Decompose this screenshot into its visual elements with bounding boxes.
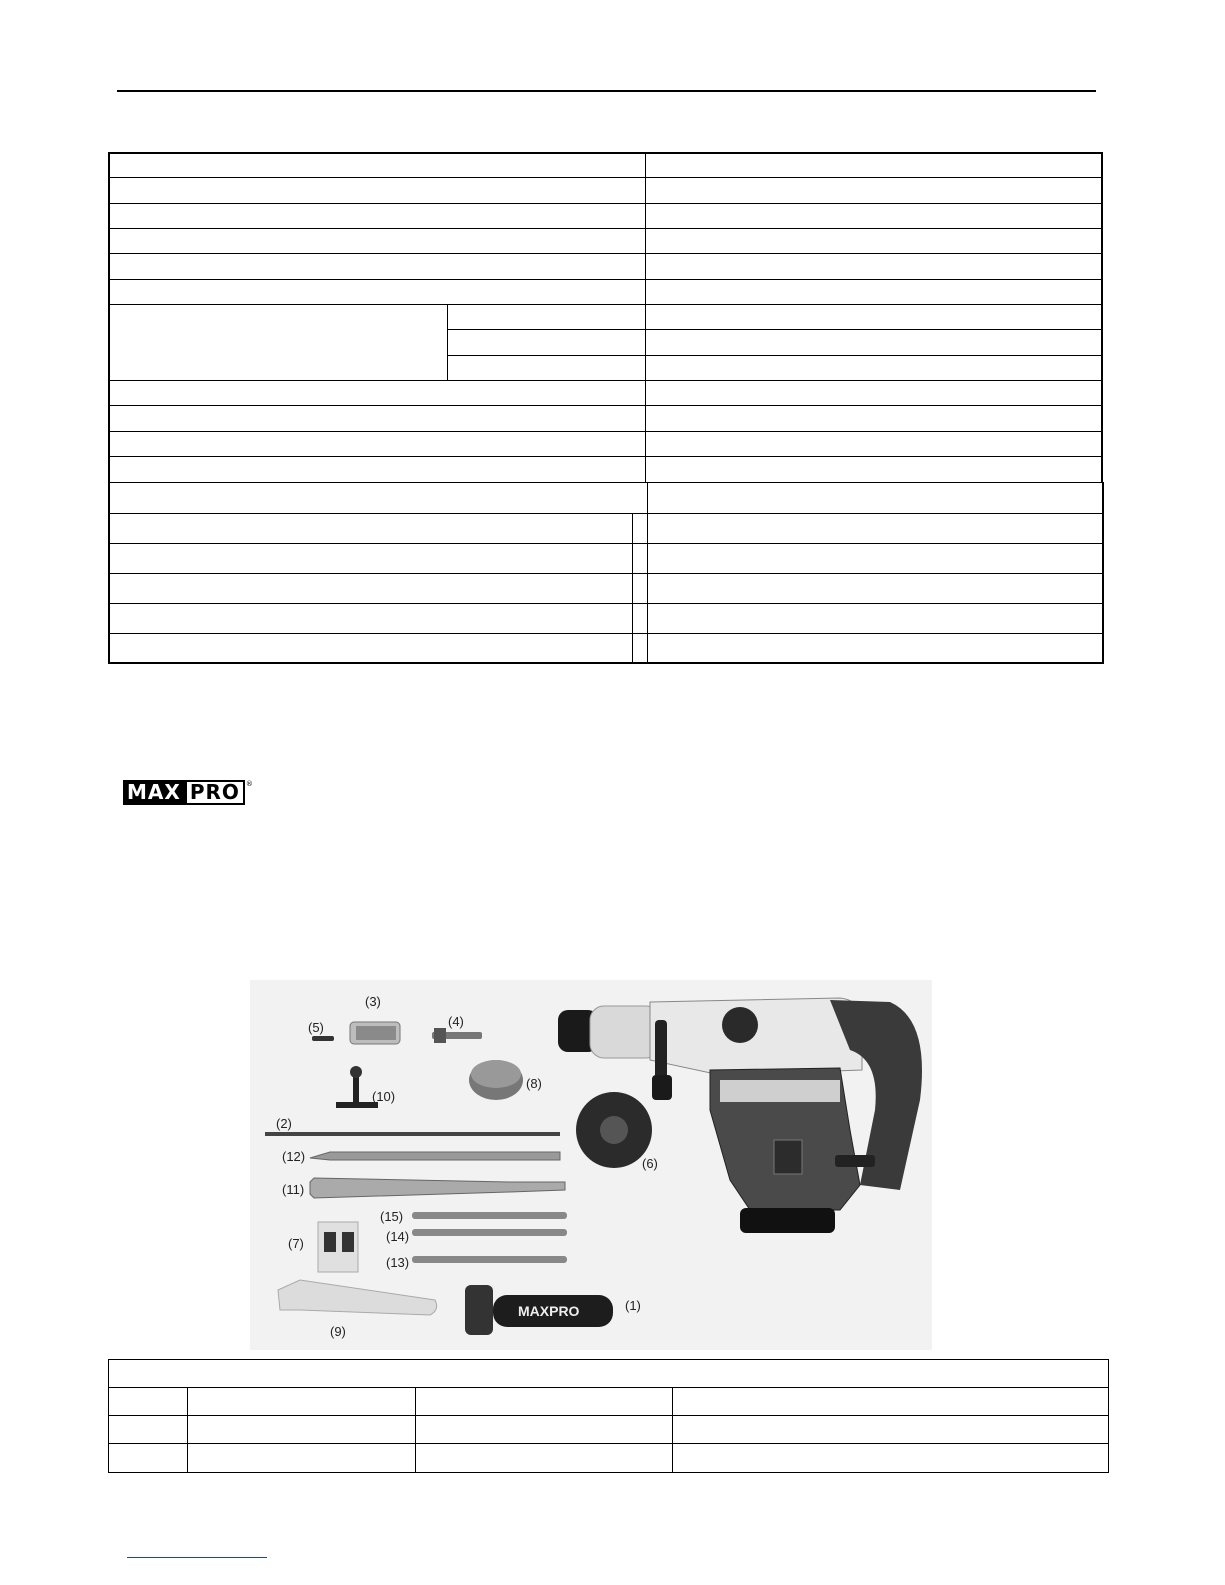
spec-table-row — [108, 380, 1103, 381]
parts-table-bottom-border — [108, 1472, 1109, 1473]
sds-adapter-image — [432, 1028, 482, 1043]
spec-table-bottom-border — [108, 662, 1104, 664]
label-7: (7) — [288, 1236, 304, 1251]
point-chisel-image — [310, 1152, 560, 1160]
parts-table-row — [108, 1443, 1109, 1444]
label-10: (10) — [372, 1089, 396, 1104]
spec-table-column-divider — [632, 513, 633, 664]
spec-table-row — [108, 603, 1104, 604]
spec-table-row — [108, 573, 1104, 574]
spec-table-row — [108, 633, 1104, 634]
maxpro-logo — [123, 780, 253, 805]
spec-table-row — [108, 177, 1103, 178]
parts-table-left-border — [108, 1359, 109, 1473]
parts-table-top-border — [108, 1359, 1109, 1360]
spec-table-row — [108, 456, 1103, 457]
spec-table-subcolumn-divider — [447, 304, 448, 381]
label-3: (3) — [365, 994, 381, 1009]
label-13: (13) — [386, 1255, 410, 1270]
label-8: (8) — [526, 1076, 542, 1091]
spec-table-row — [108, 513, 1104, 514]
header-rule — [117, 90, 1096, 92]
wrench-image — [278, 1280, 437, 1315]
spec-table-row — [447, 329, 1103, 330]
auxiliary-handle-image — [465, 1285, 613, 1335]
logo-max: MAX — [123, 780, 185, 805]
carbon-brushes-image — [318, 1222, 358, 1272]
label-2: (2) — [276, 1116, 292, 1131]
parts-table-right-border — [1108, 1359, 1109, 1473]
spec-table-row — [108, 543, 1104, 544]
parts-table-column-divider — [415, 1387, 416, 1473]
footer-link[interactable] — [127, 1557, 267, 1558]
spec-table-row — [108, 482, 1103, 483]
flat-chisel-image — [310, 1178, 565, 1198]
drill-bit-image — [412, 1256, 567, 1263]
registered-mark: ® — [245, 780, 253, 788]
depth-rod-image — [265, 1132, 560, 1136]
label-1: (1) — [625, 1298, 641, 1313]
parts-table-row — [108, 1387, 1109, 1388]
parts-table-column-divider — [672, 1387, 673, 1473]
parts-table-column-divider — [187, 1387, 188, 1473]
logo-pro: PRO — [185, 780, 245, 805]
spec-table-right-border — [1101, 152, 1103, 483]
label-5: (5) — [308, 1020, 324, 1035]
spec-table-row — [108, 228, 1103, 229]
label-6: (6) — [642, 1156, 658, 1171]
spec-table-row — [447, 355, 1103, 356]
spec-table-row — [108, 279, 1103, 280]
product-photo — [250, 980, 932, 1350]
spec-table-column-divider — [645, 152, 646, 483]
label-14: (14) — [386, 1229, 410, 1244]
parts-table-row — [108, 1415, 1109, 1416]
label-4: (4) — [448, 1014, 464, 1029]
spec-table-row — [108, 203, 1103, 204]
label-9: (9) — [330, 1324, 346, 1339]
spec-table-left-border — [108, 152, 110, 483]
drill-chuck-image — [350, 1022, 400, 1044]
dust-cup-image — [576, 1092, 652, 1168]
spec-table-row — [108, 304, 1103, 305]
drill-bit-image — [412, 1229, 567, 1236]
spec-table-row — [108, 405, 1103, 406]
screw-image — [312, 1036, 334, 1041]
label-15: (15) — [380, 1209, 404, 1224]
label-11: (11) — [282, 1182, 305, 1197]
label-12: (12) — [282, 1149, 306, 1164]
spec-table-row — [108, 431, 1103, 432]
spec-table-top-border — [108, 152, 1103, 154]
spec-table-row — [108, 253, 1103, 254]
handle-brand-text: MAXPRO — [518, 1303, 580, 1319]
grease-tin-image — [469, 1060, 523, 1100]
drill-bit-image — [412, 1212, 567, 1219]
